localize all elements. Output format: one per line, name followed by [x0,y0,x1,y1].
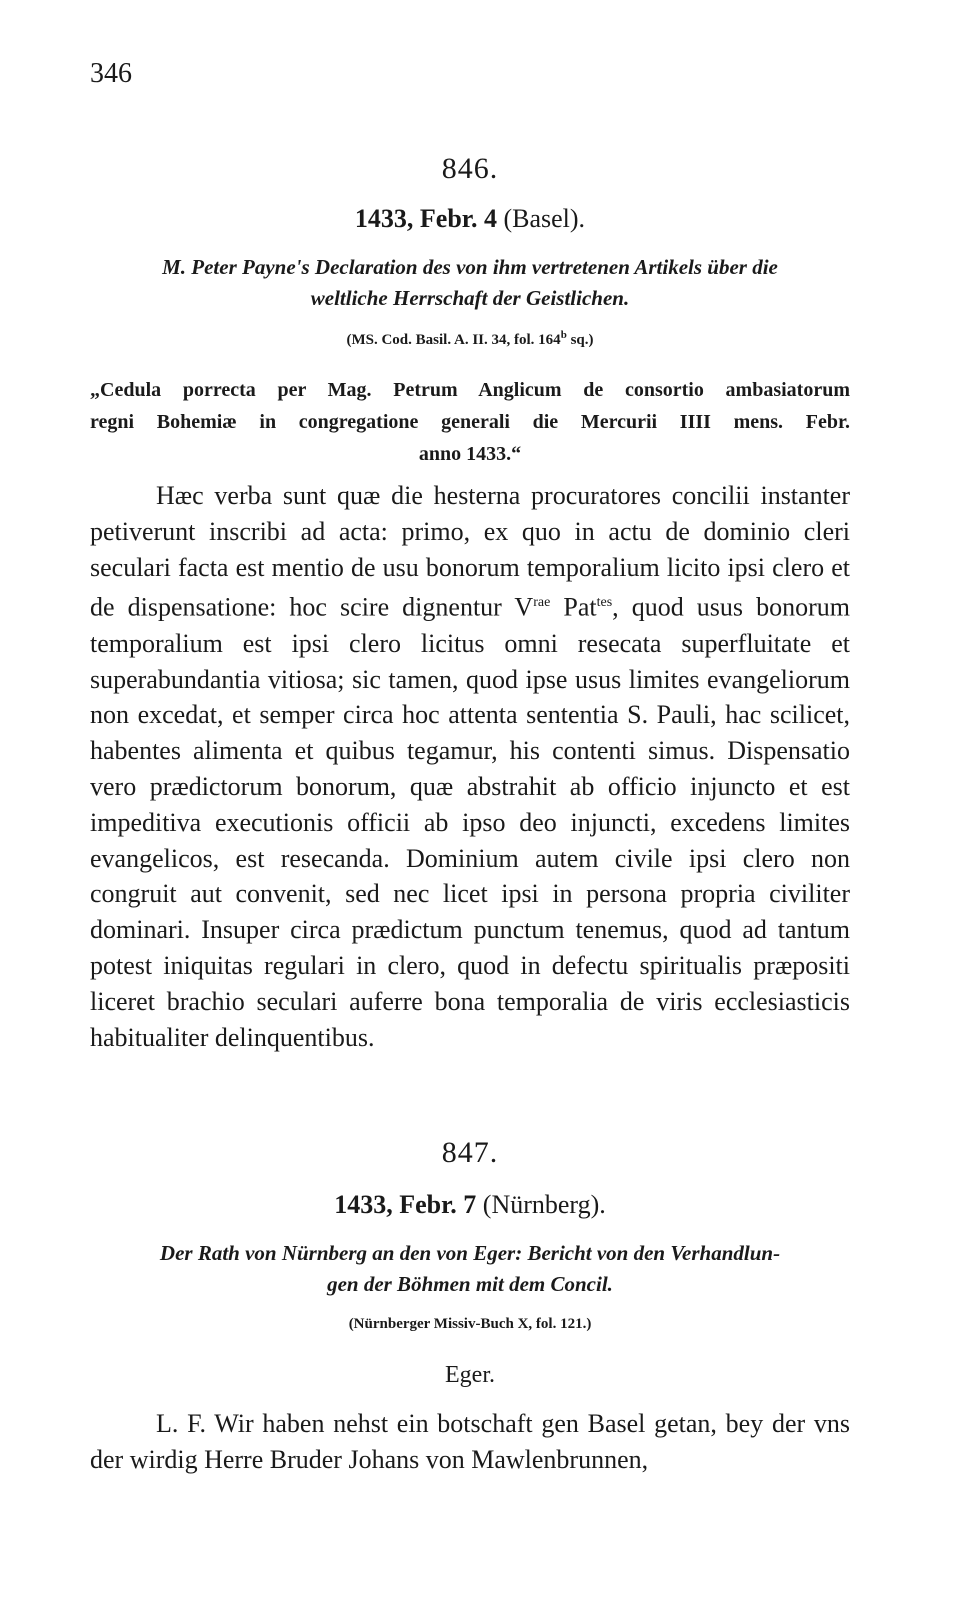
document-date [90,1190,850,1220]
document-heading [90,374,850,470]
source-reference: (Nürnberger Missiv-Buch X, fol. 121.) [348,1316,592,1332]
date-text: 1433, Febr. 7 [334,1190,477,1219]
document-number: 847. [441,1136,499,1169]
summary-line: M. Peter Payne's Declaration des von ihm vertretenen Artikels über die [162,255,778,279]
body-text: , quod usus bonorum temporalium est ipsi clero licitus omni resecata superfluitate et superabundantia vitiosa; sic tamen, quod ipse usus limites evangeliorum non excedat, et semper circa hoc attenta sententia S. Pauli, hac scilicet, habentes alimenta et quibus tegamur, his contenti simus. Dispensatio vero prædictorum bonorum, quæ abstrahit ab officio injuncto et est impeditiva executionis officii ab ipso deo injuncti, excedens limites evangelicos, est resecanda. Dominium autem civile ipsi clero non congruit aut convenit, sed nec licet ipsi in persona propria civiliter dominari. Insuper circa prædictum punctum tenemus, quod ad tantum potest iniquitas regulari in clero, quod in defectu spiritualis præpositi liceret brachio seculari auferre bona temporalia de viris ecclesiasticis habitualiter delinquentibus. [90,593,850,1052]
date-place: (Basel). [503,204,586,233]
heading-line: anno 1433.“ [418,443,522,465]
heading-line: regni Bohemiæ in congregatione generali die Mercurii IIII mens. Febr. [90,411,850,433]
abbrev-superscript: tes [596,595,613,611]
document-body [90,478,850,1055]
body-text: Pat [550,593,597,623]
body-paragraph: L. F. Wir haben nehst ein botschaft gen Basel getan, bey der vns der wirdig Herre Bruder Johans von Mawlenbrunnen, [90,1409,850,1474]
abbrev-superscript: rae [533,595,551,611]
addressee: Eger. [445,1362,495,1388]
source-reference [90,329,850,349]
document-body [90,1406,850,1478]
document-date [90,204,850,234]
document-summary [90,1238,850,1300]
body-text: Hæc verba sunt quæ die hesterna procuratores concilii instanter petiverunt inscribi ad acta: primo, ex quo in actu de dominio cleri seculari facta est mentio de usu bonorum temporalium licito ipsi clero et de dispensatione: hoc scire dignentur V [90,481,850,623]
date-place: (Nürnberg). [482,1190,606,1219]
summary-line: weltliche Herrschaft der Geistlichen. [310,286,630,310]
source-text-end: sq.) [566,332,594,348]
source-text: (MS. Cod. Basil. A. II. 34, fol. 164 [346,332,561,348]
summary-line: Der Rath von Nürnberg an den von Eger: Bericht von den Verhandlun- [159,1241,781,1265]
source-superscript: b [560,329,567,341]
summary-line: gen der Böhmen mit dem Concil. [327,1272,613,1296]
body-paragraph [90,478,850,1055]
document-summary [90,252,850,314]
page-number: 346 [90,58,132,89]
heading-line: „Cedula porrecta per Mag. Petrum Anglicum de consortio ambasiatorum [90,379,850,401]
document-number: 846. [441,152,499,185]
date-text: 1433, Febr. 4 [354,204,497,233]
